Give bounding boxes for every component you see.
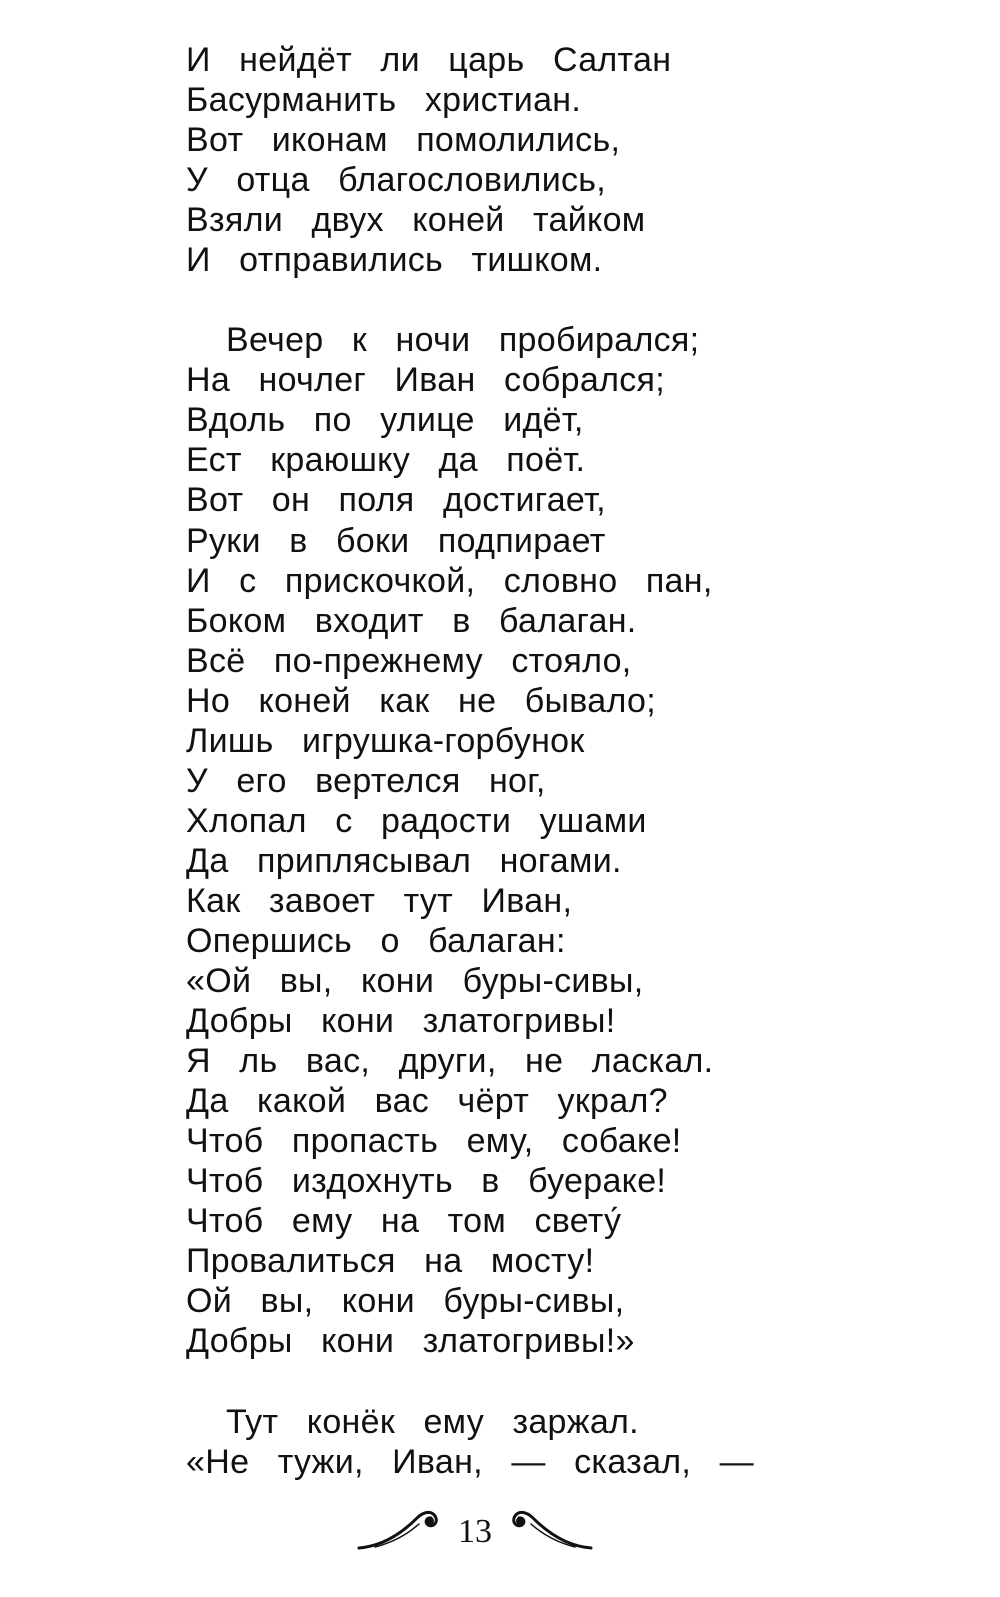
poem-line: И нейдёт ли царь Салтан bbox=[186, 41, 672, 79]
poem-line: Да какой вас чёрт украл? bbox=[186, 1082, 668, 1121]
poem-line: «Не тужи, Иван, — сказал, — bbox=[186, 1442, 754, 1481]
poem-line: Ой вы, кони буры-сивы, bbox=[186, 1282, 625, 1321]
poem-line: Тут конёк ему заржал. bbox=[226, 1402, 639, 1441]
poem-line: Вдоль по улице идёт, bbox=[186, 401, 584, 440]
poem-line: Чтоб ему на том свету́ bbox=[186, 1202, 622, 1241]
poem-line: Да приплясывал ногами. bbox=[186, 841, 622, 880]
poem-line: И отправились тишком. bbox=[186, 241, 603, 280]
poem-line: Боком входит в балаган. bbox=[186, 601, 637, 640]
poem-line: Чтоб пропасть ему, собаке! bbox=[186, 1122, 682, 1161]
poem-line: Провалиться на мосту! bbox=[186, 1242, 595, 1281]
poem-line: Опершись о балаган: bbox=[186, 921, 566, 960]
poem-line: Всё по-прежнему стояло, bbox=[186, 641, 632, 680]
poem-line: Вечер к ночи пробирался; bbox=[226, 321, 700, 360]
poem-line: У отца благословились, bbox=[186, 161, 607, 200]
poem-line: На ночлег Иван собрался; bbox=[186, 361, 665, 400]
poem-line: Ест краюшку да поёт. bbox=[186, 441, 586, 480]
poem-line: Я ль вас, други, не ласкал. bbox=[186, 1042, 714, 1081]
poem-line: Взяли двух коней тайком bbox=[186, 201, 646, 240]
poem-line: «Ой вы, кони буры-сивы, bbox=[186, 962, 644, 1001]
poem-line: Как завоет тут Иван, bbox=[186, 881, 573, 920]
poem-line: Басурманить христиан. bbox=[186, 81, 582, 120]
poem-line: Но коней как не бывало; bbox=[186, 681, 656, 720]
stanza bbox=[186, 1402, 886, 1482]
poem-line: Хлопал с радости ушами bbox=[186, 801, 647, 840]
poem-line: Чтоб издохнуть в буераке! bbox=[186, 1162, 667, 1201]
poem-line: Добры кони златогривы!» bbox=[186, 1322, 635, 1361]
poem-line: У его вертелся ног, bbox=[186, 761, 546, 800]
poem-line: Руки в боки подпирает bbox=[186, 521, 606, 560]
stanza bbox=[186, 320, 886, 1361]
stanza bbox=[186, 40, 886, 280]
poem-line: Лишь игрушка-горбунок bbox=[186, 721, 585, 760]
page-footer bbox=[355, 1500, 595, 1560]
poem-line: Добры кони златогривы! bbox=[186, 1002, 616, 1041]
poem-line: Вот иконам помолились, bbox=[186, 121, 621, 160]
poem-line: Вот он поля достигает, bbox=[186, 481, 606, 520]
poem-text bbox=[186, 40, 886, 1482]
page-number: 13 bbox=[458, 1513, 492, 1550]
poem-line: И с прискочкой, словно пан, bbox=[186, 561, 713, 600]
